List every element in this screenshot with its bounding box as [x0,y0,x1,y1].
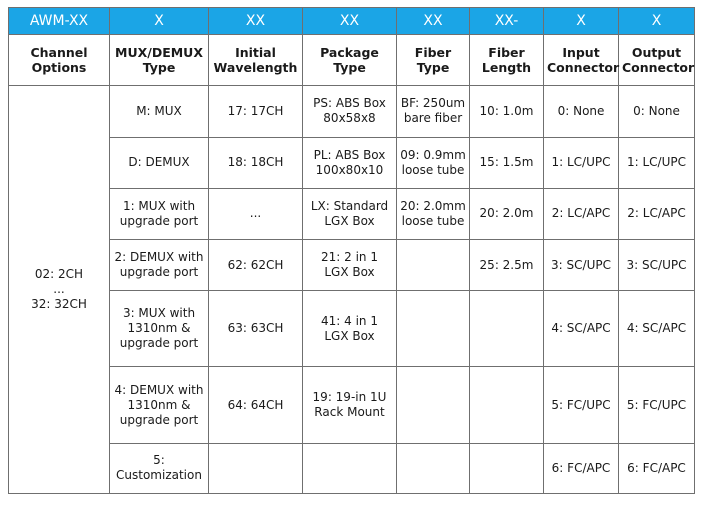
table-row [9,239,695,290]
wavelength-cell: ... [209,188,303,239]
wavelength-cell: 63: 63CH [209,291,303,367]
package-cell: 21: 2 in 1 LGX Box [303,239,397,290]
fiber-length-cell [470,443,544,493]
fiber-type-cell: 09: 0.9mm loose tube [397,137,470,188]
wavelength-cell: 64: 64CH [209,367,303,443]
package-cell: LX: Standard LGX Box [303,188,397,239]
wavelength-cell: 18: 18CH [209,137,303,188]
fiber-type-cell [397,239,470,290]
input-connector-cell: 3: SC/UPC [544,239,619,290]
input-connector-cell: 5: FC/UPC [544,367,619,443]
code-row [9,8,695,35]
header-package-type: Package Type [303,35,397,86]
fiber-length-cell [470,367,544,443]
code-mux-type: X [110,8,209,35]
part-number-table [8,7,695,494]
table-row [9,137,695,188]
mux-type-cell: 1: MUX with upgrade port [110,188,209,239]
header-mux-demux-type: MUX/DEMUX Type [110,35,209,86]
output-connector-cell: 1: LC/UPC [619,137,695,188]
package-cell: 19: 19-in 1U Rack Mount [303,367,397,443]
input-connector-cell: 4: SC/APC [544,291,619,367]
fiber-type-cell [397,443,470,493]
fiber-type-cell: 20: 2.0mm loose tube [397,188,470,239]
code-input-connector: X [544,8,619,35]
code-fiber-type: XX [397,8,470,35]
table-row [9,188,695,239]
input-connector-cell: 2: LC/APC [544,188,619,239]
header-output-connector: Output Connector [619,35,695,86]
header-fiber-type: Fiber Type [397,35,470,86]
code-package: XX [303,8,397,35]
input-connector-cell: 1: LC/UPC [544,137,619,188]
input-connector-cell: 6: FC/APC [544,443,619,493]
code-output-connector: X [619,8,695,35]
mux-type-cell: 3: MUX with 1310nm & upgrade port [110,291,209,367]
fiber-type-cell: BF: 250um bare fiber [397,86,470,137]
header-initial-wavelength: Initial Wavelength [209,35,303,86]
channel-options-cell: 02: 2CH ... 32: 32CH [9,86,110,494]
table-row [9,86,695,137]
output-connector-cell: 0: None [619,86,695,137]
fiber-length-cell [470,291,544,367]
output-connector-cell: 5: FC/UPC [619,367,695,443]
header-channel-options: Channel Options [9,35,110,86]
package-cell [303,443,397,493]
fiber-length-cell: 15: 1.5m [470,137,544,188]
table-row [9,367,695,443]
output-connector-cell: 3: SC/UPC [619,239,695,290]
fiber-type-cell [397,367,470,443]
mux-type-cell: 2: DEMUX with upgrade port [110,239,209,290]
code-wavelength: XX [209,8,303,35]
code-fiber-length: XX- [470,8,544,35]
output-connector-cell: 2: LC/APC [619,188,695,239]
wavelength-cell [209,443,303,493]
fiber-type-cell [397,291,470,367]
table-row [9,443,695,493]
package-cell: PL: ABS Box 100x80x10 [303,137,397,188]
fiber-length-cell: 20: 2.0m [470,188,544,239]
input-connector-cell: 0: None [544,86,619,137]
output-connector-cell: 6: FC/APC [619,443,695,493]
header-row [9,35,695,86]
table-row [9,291,695,367]
header-input-connector: Input Connector [544,35,619,86]
header-fiber-length: Fiber Length [470,35,544,86]
fiber-length-cell: 10: 1.0m [470,86,544,137]
package-cell: 41: 4 in 1 LGX Box [303,291,397,367]
package-cell: PS: ABS Box 80x58x8 [303,86,397,137]
mux-type-cell: 5: Customization [110,443,209,493]
mux-type-cell: 4: DEMUX with 1310nm & upgrade port [110,367,209,443]
output-connector-cell: 4: SC/APC [619,291,695,367]
wavelength-cell: 62: 62CH [209,239,303,290]
mux-type-cell: D: DEMUX [110,137,209,188]
fiber-length-cell: 25: 2.5m [470,239,544,290]
wavelength-cell: 17: 17CH [209,86,303,137]
code-prefix: AWM-XX [9,8,110,35]
mux-type-cell: M: MUX [110,86,209,137]
